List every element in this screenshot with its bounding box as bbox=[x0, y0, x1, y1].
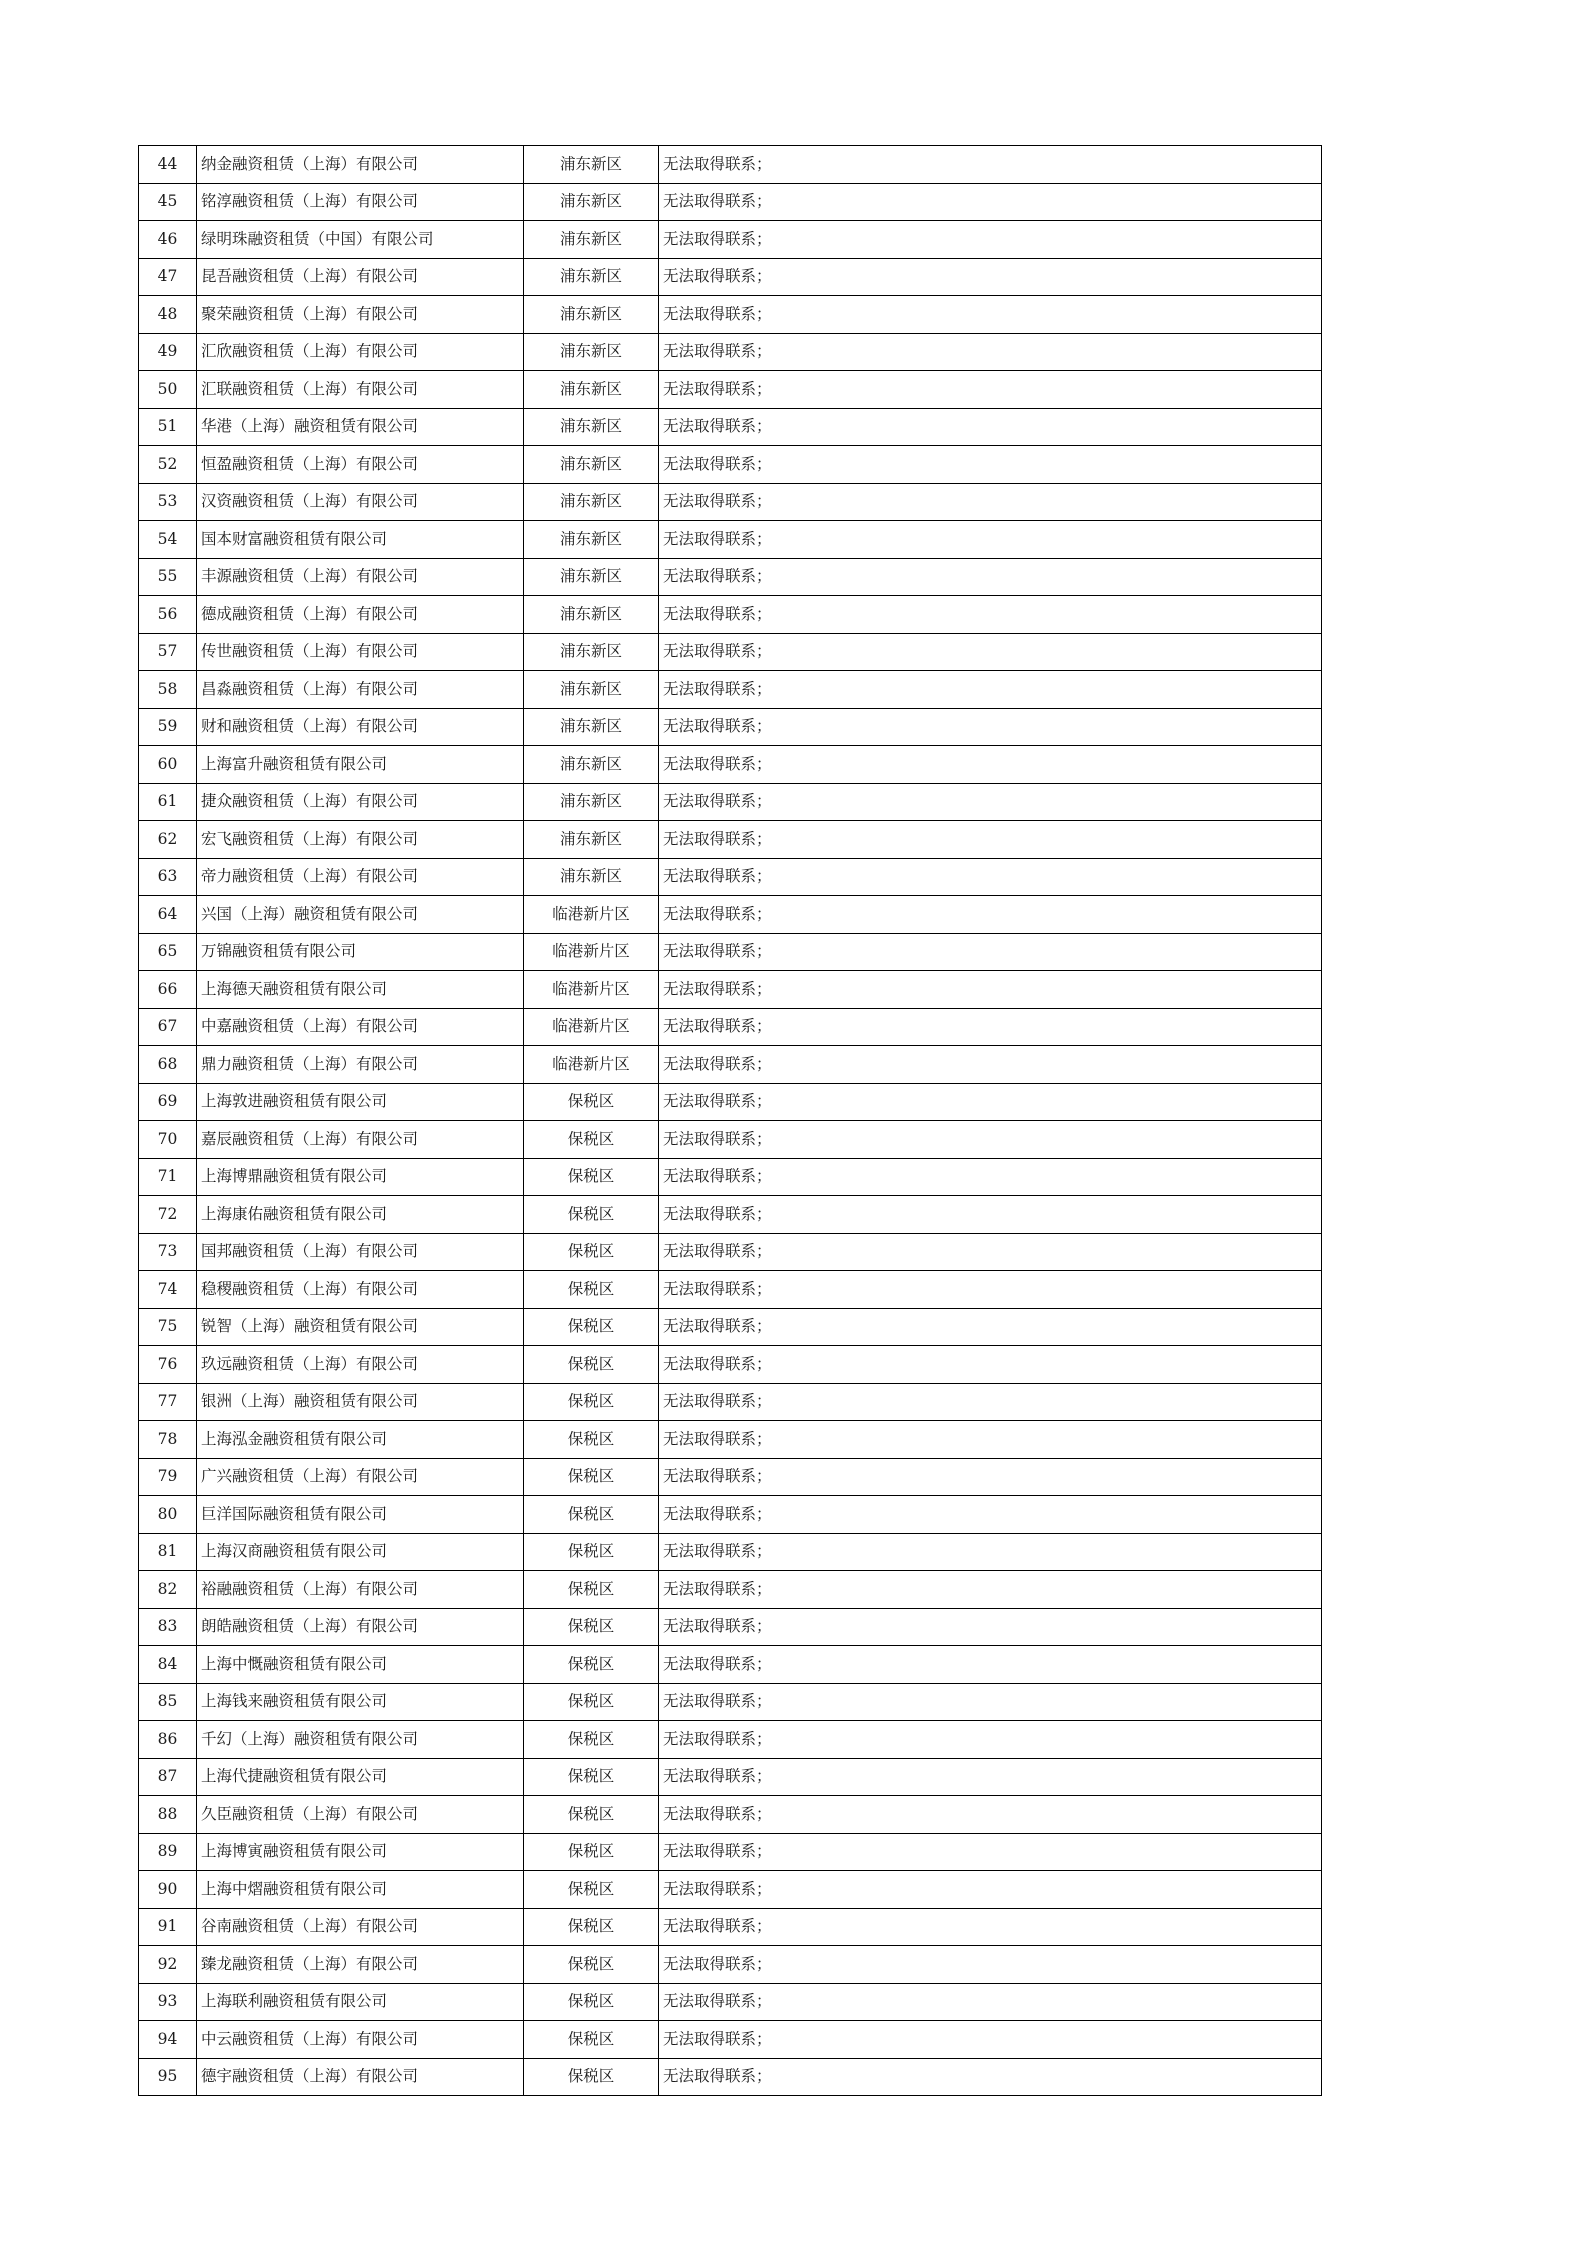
company-name-cell: 谷南融资租赁（上海）有限公司 bbox=[197, 1908, 524, 1946]
row-number-cell: 90 bbox=[139, 1871, 197, 1909]
company-name-cell: 聚荣融资租赁（上海）有限公司 bbox=[197, 296, 524, 334]
row-number-cell: 79 bbox=[139, 1458, 197, 1496]
status-note-cell: 无法取得联系； bbox=[659, 521, 1322, 559]
table-row bbox=[139, 1383, 1322, 1421]
row-number-cell: 53 bbox=[139, 483, 197, 521]
company-name-cell: 宏飞融资租赁（上海）有限公司 bbox=[197, 821, 524, 859]
district-cell: 保税区 bbox=[524, 1083, 659, 1121]
row-number-cell: 88 bbox=[139, 1796, 197, 1834]
district-cell: 保税区 bbox=[524, 1196, 659, 1234]
company-name-cell: 兴国（上海）融资租赁有限公司 bbox=[197, 896, 524, 934]
status-note-cell: 无法取得联系； bbox=[659, 1346, 1322, 1384]
district-cell: 浦东新区 bbox=[524, 521, 659, 559]
company-name-cell: 德成融资租赁（上海）有限公司 bbox=[197, 596, 524, 634]
row-number-cell: 48 bbox=[139, 296, 197, 334]
row-number-cell: 74 bbox=[139, 1271, 197, 1309]
district-cell: 浦东新区 bbox=[524, 296, 659, 334]
table-row bbox=[139, 521, 1322, 559]
company-name-cell: 汉资融资租赁（上海）有限公司 bbox=[197, 483, 524, 521]
status-note-cell: 无法取得联系； bbox=[659, 408, 1322, 446]
company-list-table bbox=[138, 145, 1322, 2096]
row-number-cell: 68 bbox=[139, 1046, 197, 1084]
status-note-cell: 无法取得联系； bbox=[659, 1646, 1322, 1684]
company-name-cell: 中云融资租赁（上海）有限公司 bbox=[197, 2021, 524, 2059]
district-cell: 浦东新区 bbox=[524, 708, 659, 746]
district-cell: 浦东新区 bbox=[524, 633, 659, 671]
table-row bbox=[139, 1158, 1322, 1196]
district-cell: 保税区 bbox=[524, 1421, 659, 1459]
district-cell: 保税区 bbox=[524, 1496, 659, 1534]
row-number-cell: 84 bbox=[139, 1646, 197, 1684]
district-cell: 浦东新区 bbox=[524, 558, 659, 596]
status-note-cell: 无法取得联系； bbox=[659, 1946, 1322, 1984]
company-name-cell: 汇联融资租赁（上海）有限公司 bbox=[197, 371, 524, 409]
company-name-cell: 上海中慨融资租赁有限公司 bbox=[197, 1646, 524, 1684]
district-cell: 浦东新区 bbox=[524, 746, 659, 784]
company-name-cell: 锐智（上海）融资租赁有限公司 bbox=[197, 1308, 524, 1346]
status-note-cell: 无法取得联系； bbox=[659, 1233, 1322, 1271]
status-note-cell: 无法取得联系； bbox=[659, 1608, 1322, 1646]
district-cell: 浦东新区 bbox=[524, 146, 659, 184]
status-note-cell: 无法取得联系； bbox=[659, 633, 1322, 671]
row-number-cell: 77 bbox=[139, 1383, 197, 1421]
table-row bbox=[139, 1008, 1322, 1046]
district-cell: 浦东新区 bbox=[524, 408, 659, 446]
table-row bbox=[139, 221, 1322, 259]
district-cell: 保税区 bbox=[524, 1871, 659, 1909]
table-row bbox=[139, 1046, 1322, 1084]
table-row bbox=[139, 1983, 1322, 2021]
company-name-cell: 恒盈融资租赁（上海）有限公司 bbox=[197, 446, 524, 484]
district-cell: 临港新片区 bbox=[524, 896, 659, 934]
row-number-cell: 49 bbox=[139, 333, 197, 371]
status-note-cell: 无法取得联系； bbox=[659, 296, 1322, 334]
district-cell: 保税区 bbox=[524, 1571, 659, 1609]
company-name-cell: 臻龙融资租赁（上海）有限公司 bbox=[197, 1946, 524, 1984]
company-name-cell: 上海博鼎融资租赁有限公司 bbox=[197, 1158, 524, 1196]
row-number-cell: 73 bbox=[139, 1233, 197, 1271]
district-cell: 保税区 bbox=[524, 1233, 659, 1271]
row-number-cell: 56 bbox=[139, 596, 197, 634]
status-note-cell: 无法取得联系； bbox=[659, 896, 1322, 934]
district-cell: 浦东新区 bbox=[524, 596, 659, 634]
company-name-cell: 绿明珠融资租赁（中国）有限公司 bbox=[197, 221, 524, 259]
district-cell: 保税区 bbox=[524, 1158, 659, 1196]
row-number-cell: 45 bbox=[139, 183, 197, 221]
table-row bbox=[139, 183, 1322, 221]
status-note-cell: 无法取得联系； bbox=[659, 1871, 1322, 1909]
district-cell: 浦东新区 bbox=[524, 671, 659, 709]
table-row bbox=[139, 2021, 1322, 2059]
table-row bbox=[139, 1121, 1322, 1159]
company-name-cell: 国邦融资租赁（上海）有限公司 bbox=[197, 1233, 524, 1271]
district-cell: 保税区 bbox=[524, 1833, 659, 1871]
table-row bbox=[139, 708, 1322, 746]
row-number-cell: 80 bbox=[139, 1496, 197, 1534]
table-row bbox=[139, 1421, 1322, 1459]
district-cell: 浦东新区 bbox=[524, 371, 659, 409]
district-cell: 浦东新区 bbox=[524, 483, 659, 521]
table-row bbox=[139, 2058, 1322, 2096]
row-number-cell: 72 bbox=[139, 1196, 197, 1234]
district-cell: 保税区 bbox=[524, 1383, 659, 1421]
table-row bbox=[139, 483, 1322, 521]
company-name-cell: 昆吾融资租赁（上海）有限公司 bbox=[197, 258, 524, 296]
district-cell: 保税区 bbox=[524, 1308, 659, 1346]
district-cell: 保税区 bbox=[524, 1608, 659, 1646]
table-row bbox=[139, 1083, 1322, 1121]
table-row bbox=[139, 1683, 1322, 1721]
district-cell: 保税区 bbox=[524, 2021, 659, 2059]
row-number-cell: 95 bbox=[139, 2058, 197, 2096]
row-number-cell: 87 bbox=[139, 1758, 197, 1796]
status-note-cell: 无法取得联系； bbox=[659, 1271, 1322, 1309]
row-number-cell: 92 bbox=[139, 1946, 197, 1984]
district-cell: 浦东新区 bbox=[524, 183, 659, 221]
row-number-cell: 46 bbox=[139, 221, 197, 259]
district-cell: 浦东新区 bbox=[524, 333, 659, 371]
status-note-cell: 无法取得联系； bbox=[659, 1833, 1322, 1871]
company-name-cell: 中嘉融资租赁（上海）有限公司 bbox=[197, 1008, 524, 1046]
company-name-cell: 裕融融资租赁（上海）有限公司 bbox=[197, 1571, 524, 1609]
district-cell: 保税区 bbox=[524, 1796, 659, 1834]
row-number-cell: 94 bbox=[139, 2021, 197, 2059]
row-number-cell: 75 bbox=[139, 1308, 197, 1346]
company-name-cell: 上海泓金融资租赁有限公司 bbox=[197, 1421, 524, 1459]
district-cell: 浦东新区 bbox=[524, 258, 659, 296]
status-note-cell: 无法取得联系； bbox=[659, 1796, 1322, 1834]
table-row bbox=[139, 1646, 1322, 1684]
table-row bbox=[139, 1608, 1322, 1646]
company-name-cell: 朗皓融资租赁（上海）有限公司 bbox=[197, 1608, 524, 1646]
table-row bbox=[139, 1196, 1322, 1234]
row-number-cell: 57 bbox=[139, 633, 197, 671]
district-cell: 保税区 bbox=[524, 1346, 659, 1384]
table-row bbox=[139, 1346, 1322, 1384]
company-name-cell: 纳金融资租赁（上海）有限公司 bbox=[197, 146, 524, 184]
company-name-cell: 玖远融资租赁（上海）有限公司 bbox=[197, 1346, 524, 1384]
status-note-cell: 无法取得联系； bbox=[659, 1683, 1322, 1721]
company-name-cell: 万锦融资租赁有限公司 bbox=[197, 933, 524, 971]
status-note-cell: 无法取得联系； bbox=[659, 1908, 1322, 1946]
table-row bbox=[139, 333, 1322, 371]
company-name-cell: 上海康佑融资租赁有限公司 bbox=[197, 1196, 524, 1234]
row-number-cell: 66 bbox=[139, 971, 197, 1009]
district-cell: 临港新片区 bbox=[524, 933, 659, 971]
table-row bbox=[139, 821, 1322, 859]
status-note-cell: 无法取得联系； bbox=[659, 2058, 1322, 2096]
row-number-cell: 54 bbox=[139, 521, 197, 559]
status-note-cell: 无法取得联系； bbox=[659, 1983, 1322, 2021]
status-note-cell: 无法取得联系； bbox=[659, 746, 1322, 784]
district-cell: 浦东新区 bbox=[524, 783, 659, 821]
table-row bbox=[139, 896, 1322, 934]
table-row bbox=[139, 1496, 1322, 1534]
status-note-cell: 无法取得联系； bbox=[659, 1008, 1322, 1046]
district-cell: 临港新片区 bbox=[524, 971, 659, 1009]
table-row bbox=[139, 296, 1322, 334]
row-number-cell: 86 bbox=[139, 1721, 197, 1759]
status-note-cell: 无法取得联系； bbox=[659, 1158, 1322, 1196]
table-row bbox=[139, 971, 1322, 1009]
district-cell: 保税区 bbox=[524, 1458, 659, 1496]
table-row bbox=[139, 1908, 1322, 1946]
table-row bbox=[139, 371, 1322, 409]
company-name-cell: 上海富升融资租赁有限公司 bbox=[197, 746, 524, 784]
table-row bbox=[139, 1833, 1322, 1871]
status-note-cell: 无法取得联系； bbox=[659, 1571, 1322, 1609]
status-note-cell: 无法取得联系； bbox=[659, 183, 1322, 221]
row-number-cell: 51 bbox=[139, 408, 197, 446]
status-note-cell: 无法取得联系； bbox=[659, 2021, 1322, 2059]
district-cell: 浦东新区 bbox=[524, 858, 659, 896]
district-cell: 保税区 bbox=[524, 1908, 659, 1946]
district-cell: 临港新片区 bbox=[524, 1046, 659, 1084]
district-cell: 浦东新区 bbox=[524, 821, 659, 859]
status-note-cell: 无法取得联系； bbox=[659, 1308, 1322, 1346]
company-name-cell: 上海德天融资租赁有限公司 bbox=[197, 971, 524, 1009]
status-note-cell: 无法取得联系； bbox=[659, 146, 1322, 184]
table-row bbox=[139, 258, 1322, 296]
company-name-cell: 捷众融资租赁（上海）有限公司 bbox=[197, 783, 524, 821]
district-cell: 保税区 bbox=[524, 1946, 659, 1984]
status-note-cell: 无法取得联系； bbox=[659, 671, 1322, 709]
row-number-cell: 62 bbox=[139, 821, 197, 859]
status-note-cell: 无法取得联系； bbox=[659, 971, 1322, 1009]
status-note-cell: 无法取得联系； bbox=[659, 1496, 1322, 1534]
status-note-cell: 无法取得联系； bbox=[659, 1533, 1322, 1571]
district-cell: 浦东新区 bbox=[524, 446, 659, 484]
company-name-cell: 财和融资租赁（上海）有限公司 bbox=[197, 708, 524, 746]
row-number-cell: 59 bbox=[139, 708, 197, 746]
company-name-cell: 上海博寅融资租赁有限公司 bbox=[197, 1833, 524, 1871]
district-cell: 临港新片区 bbox=[524, 1008, 659, 1046]
table-row bbox=[139, 1758, 1322, 1796]
status-note-cell: 无法取得联系； bbox=[659, 221, 1322, 259]
company-name-cell: 德宇融资租赁（上海）有限公司 bbox=[197, 2058, 524, 2096]
district-cell: 保税区 bbox=[524, 1983, 659, 2021]
table-row bbox=[139, 146, 1322, 184]
district-cell: 保税区 bbox=[524, 1758, 659, 1796]
table-row bbox=[139, 783, 1322, 821]
row-number-cell: 85 bbox=[139, 1683, 197, 1721]
status-note-cell: 无法取得联系； bbox=[659, 596, 1322, 634]
table-row bbox=[139, 1458, 1322, 1496]
company-name-cell: 汇欣融资租赁（上海）有限公司 bbox=[197, 333, 524, 371]
company-name-cell: 上海中熠融资租赁有限公司 bbox=[197, 1871, 524, 1909]
table-row bbox=[139, 446, 1322, 484]
row-number-cell: 78 bbox=[139, 1421, 197, 1459]
district-cell: 保税区 bbox=[524, 1121, 659, 1159]
district-cell: 保税区 bbox=[524, 1646, 659, 1684]
row-number-cell: 70 bbox=[139, 1121, 197, 1159]
status-note-cell: 无法取得联系； bbox=[659, 1758, 1322, 1796]
company-name-cell: 上海汉商融资租赁有限公司 bbox=[197, 1533, 524, 1571]
row-number-cell: 91 bbox=[139, 1908, 197, 1946]
row-number-cell: 52 bbox=[139, 446, 197, 484]
district-cell: 保税区 bbox=[524, 2058, 659, 2096]
row-number-cell: 93 bbox=[139, 1983, 197, 2021]
row-number-cell: 63 bbox=[139, 858, 197, 896]
row-number-cell: 55 bbox=[139, 558, 197, 596]
company-name-cell: 昌淼融资租赁（上海）有限公司 bbox=[197, 671, 524, 709]
status-note-cell: 无法取得联系； bbox=[659, 1196, 1322, 1234]
company-name-cell: 上海钱来融资租赁有限公司 bbox=[197, 1683, 524, 1721]
table-row bbox=[139, 858, 1322, 896]
status-note-cell: 无法取得联系； bbox=[659, 858, 1322, 896]
table-row bbox=[139, 408, 1322, 446]
status-note-cell: 无法取得联系； bbox=[659, 1046, 1322, 1084]
table-row bbox=[139, 746, 1322, 784]
table-row bbox=[139, 1271, 1322, 1309]
company-name-cell: 上海联利融资租赁有限公司 bbox=[197, 1983, 524, 2021]
row-number-cell: 83 bbox=[139, 1608, 197, 1646]
status-note-cell: 无法取得联系； bbox=[659, 558, 1322, 596]
status-note-cell: 无法取得联系； bbox=[659, 483, 1322, 521]
table-row bbox=[139, 1871, 1322, 1909]
company-name-cell: 上海代捷融资租赁有限公司 bbox=[197, 1758, 524, 1796]
status-note-cell: 无法取得联系； bbox=[659, 371, 1322, 409]
status-note-cell: 无法取得联系； bbox=[659, 708, 1322, 746]
table-row bbox=[139, 558, 1322, 596]
status-note-cell: 无法取得联系； bbox=[659, 821, 1322, 859]
table-row bbox=[139, 1533, 1322, 1571]
company-name-cell: 嘉辰融资租赁（上海）有限公司 bbox=[197, 1121, 524, 1159]
status-note-cell: 无法取得联系； bbox=[659, 258, 1322, 296]
row-number-cell: 76 bbox=[139, 1346, 197, 1384]
district-cell: 保税区 bbox=[524, 1533, 659, 1571]
status-note-cell: 无法取得联系； bbox=[659, 1458, 1322, 1496]
company-name-cell: 帝力融资租赁（上海）有限公司 bbox=[197, 858, 524, 896]
status-note-cell: 无法取得联系； bbox=[659, 333, 1322, 371]
table-row bbox=[139, 1796, 1322, 1834]
row-number-cell: 50 bbox=[139, 371, 197, 409]
row-number-cell: 47 bbox=[139, 258, 197, 296]
status-note-cell: 无法取得联系； bbox=[659, 783, 1322, 821]
table-body bbox=[139, 146, 1322, 2096]
row-number-cell: 67 bbox=[139, 1008, 197, 1046]
district-cell: 保税区 bbox=[524, 1683, 659, 1721]
company-name-cell: 巨洋国际融资租赁有限公司 bbox=[197, 1496, 524, 1534]
table-row bbox=[139, 933, 1322, 971]
row-number-cell: 89 bbox=[139, 1833, 197, 1871]
row-number-cell: 69 bbox=[139, 1083, 197, 1121]
company-name-cell: 千幻（上海）融资租赁有限公司 bbox=[197, 1721, 524, 1759]
status-note-cell: 无法取得联系； bbox=[659, 446, 1322, 484]
status-note-cell: 无法取得联系； bbox=[659, 1083, 1322, 1121]
company-name-cell: 稳稷融资租赁（上海）有限公司 bbox=[197, 1271, 524, 1309]
row-number-cell: 82 bbox=[139, 1571, 197, 1609]
table-row bbox=[139, 1721, 1322, 1759]
company-name-cell: 上海敦进融资租赁有限公司 bbox=[197, 1083, 524, 1121]
status-note-cell: 无法取得联系； bbox=[659, 933, 1322, 971]
company-name-cell: 鼎力融资租赁（上海）有限公司 bbox=[197, 1046, 524, 1084]
row-number-cell: 81 bbox=[139, 1533, 197, 1571]
status-note-cell: 无法取得联系； bbox=[659, 1721, 1322, 1759]
row-number-cell: 71 bbox=[139, 1158, 197, 1196]
row-number-cell: 64 bbox=[139, 896, 197, 934]
district-cell: 浦东新区 bbox=[524, 221, 659, 259]
company-name-cell: 丰源融资租赁（上海）有限公司 bbox=[197, 558, 524, 596]
company-name-cell: 银洲（上海）融资租赁有限公司 bbox=[197, 1383, 524, 1421]
district-cell: 保税区 bbox=[524, 1271, 659, 1309]
row-number-cell: 60 bbox=[139, 746, 197, 784]
status-note-cell: 无法取得联系； bbox=[659, 1383, 1322, 1421]
table-row bbox=[139, 1571, 1322, 1609]
row-number-cell: 65 bbox=[139, 933, 197, 971]
company-name-cell: 传世融资租赁（上海）有限公司 bbox=[197, 633, 524, 671]
company-name-cell: 华港（上海）融资租赁有限公司 bbox=[197, 408, 524, 446]
table-row bbox=[139, 596, 1322, 634]
row-number-cell: 44 bbox=[139, 146, 197, 184]
row-number-cell: 58 bbox=[139, 671, 197, 709]
company-name-cell: 广兴融资租赁（上海）有限公司 bbox=[197, 1458, 524, 1496]
company-name-cell: 国本财富融资租赁有限公司 bbox=[197, 521, 524, 559]
table-row bbox=[139, 1233, 1322, 1271]
table-row bbox=[139, 633, 1322, 671]
district-cell: 保税区 bbox=[524, 1721, 659, 1759]
status-note-cell: 无法取得联系； bbox=[659, 1421, 1322, 1459]
table-row bbox=[139, 1308, 1322, 1346]
status-note-cell: 无法取得联系； bbox=[659, 1121, 1322, 1159]
row-number-cell: 61 bbox=[139, 783, 197, 821]
table-row bbox=[139, 1946, 1322, 1984]
company-name-cell: 久臣融资租赁（上海）有限公司 bbox=[197, 1796, 524, 1834]
company-name-cell: 铭淳融资租赁（上海）有限公司 bbox=[197, 183, 524, 221]
table-row bbox=[139, 671, 1322, 709]
